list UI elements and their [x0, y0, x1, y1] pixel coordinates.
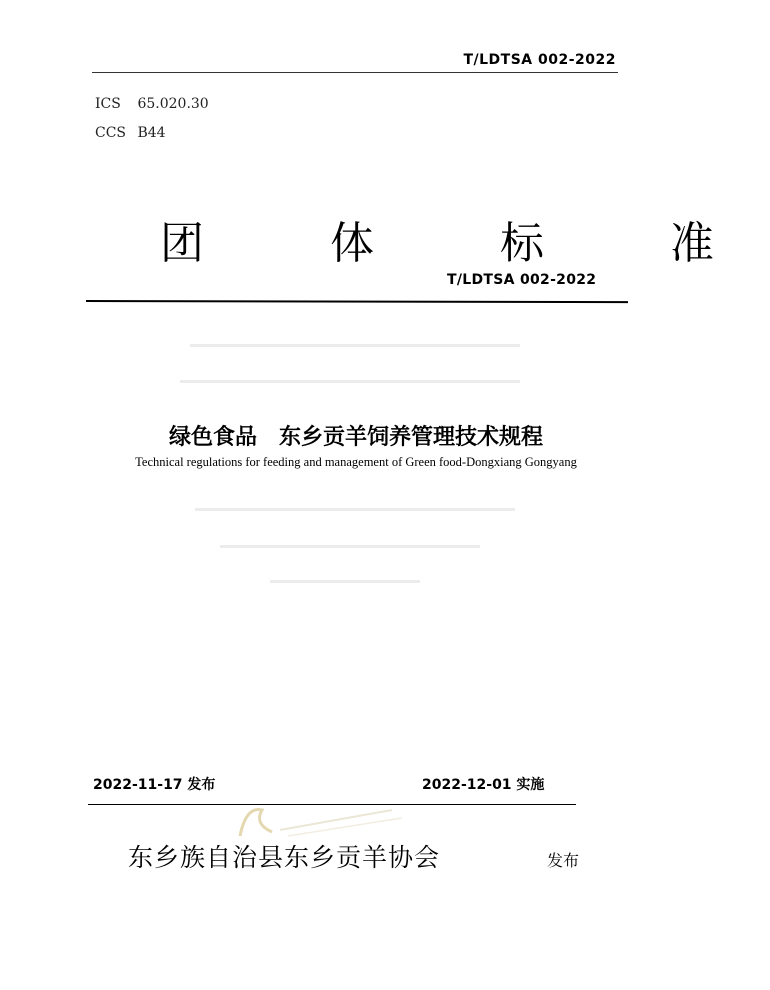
document-type-title: 团 体 标 准: [160, 218, 770, 269]
ics-value: 65.020.30: [137, 96, 209, 112]
ccs-label: CCS: [95, 125, 127, 141]
english-title: Technical regulations for feeding and management of Green food-Dongxiang Gongyang: [135, 455, 577, 469]
ccs-value: B44: [137, 125, 166, 141]
publish-date: 2022-11-17 发布: [93, 777, 216, 793]
header-standard-code: T/LDTSA 002-2022: [463, 52, 616, 68]
title-rule: [86, 300, 628, 303]
ghost-trace: [180, 380, 520, 383]
implement-date: 2022-12-01 实施: [422, 777, 545, 793]
ics-line: [95, 96, 209, 112]
ghost-trace: [190, 344, 520, 347]
ghost-trace: [270, 580, 420, 583]
ccs-line: [95, 125, 166, 141]
issuer-issue-word: 发布: [547, 851, 580, 870]
ics-label: ICS: [95, 96, 121, 112]
standard-code: T/LDTSA 002-2022: [447, 272, 597, 288]
ghost-trace: [220, 545, 480, 548]
ghost-trace: [195, 508, 515, 511]
chinese-title: 绿色食品 东乡贡羊饲养管理技术规程: [168, 425, 543, 450]
issuer-name: 东乡族自治县东乡贡羊协会: [128, 843, 441, 872]
header-rule: [92, 72, 618, 73]
